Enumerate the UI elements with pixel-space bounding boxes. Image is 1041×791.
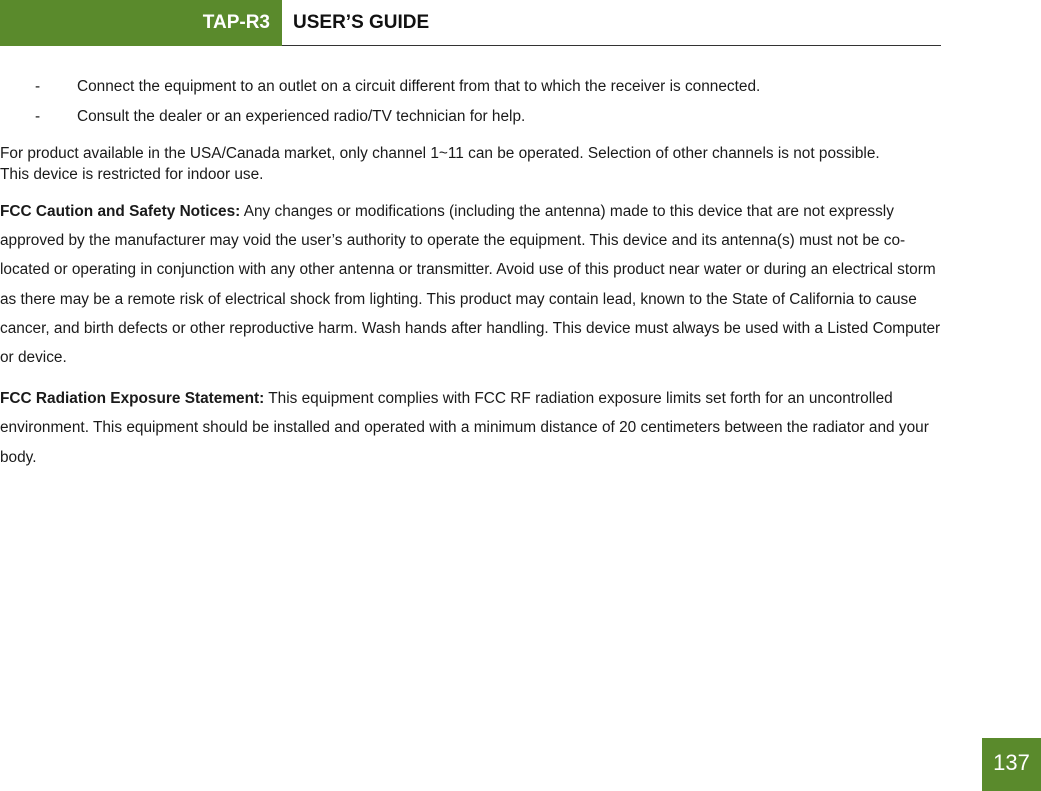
fcc-radiation-body: This equipment complies with FCC RF radiation exposure limits set forth for an uncontrolled environment. This equipment should be installed and operated with a minimum distance of 20 centimeters between the radiator and your body. <box>0 390 929 466</box>
page-number: 137 <box>982 738 1041 791</box>
page-header <box>0 0 941 46</box>
guide-title: USER’S GUIDE <box>293 12 430 33</box>
indoor-notice: This device is restricted for indoor use. <box>0 166 264 183</box>
bullet-dash: - <box>35 78 41 95</box>
bullet-text: Consult the dealer or an experienced radio/TV technician for help. <box>77 108 526 125</box>
bullet-text: Connect the equipment to an outlet on a circuit different from that to which the receiver is connected. <box>77 78 761 95</box>
product-tag: TAP-R3 <box>0 0 282 46</box>
list-item <box>0 102 945 132</box>
fcc-caution-paragraph <box>0 197 945 372</box>
page-content <box>0 72 945 472</box>
fcc-radiation-heading: FCC Radiation Exposure Statement: <box>0 390 265 408</box>
fcc-caution-body: Any changes or modifications (including the antenna) made to this device that are not expressly approved by the manufacturer may void the user’s authority to operate the equipment. This device and its antenna(s) must not be co-located or operating in conjunction with any other antenna or transmitter. Avoid use of this product near water or during an electrical storm as there may be a remote risk of electrical shock from lighting. This product may contain lead, known to the State of California to cause cancer, and birth defects or other reproductive harm. Wash hands after handling. This device must always be used with a Listed Computer or device. <box>0 203 941 367</box>
header-divider <box>282 45 941 46</box>
recommendation-list <box>0 72 945 132</box>
bullet-dash: - <box>35 108 41 125</box>
channel-notice: For product available in the USA/Canada market, only channel 1~11 can be operated. Selection of other channels is not possible. <box>0 145 880 162</box>
fcc-radiation-paragraph <box>0 384 945 472</box>
fcc-caution-heading: FCC Caution and Safety Notices: <box>0 203 241 220</box>
list-item <box>0 72 945 102</box>
